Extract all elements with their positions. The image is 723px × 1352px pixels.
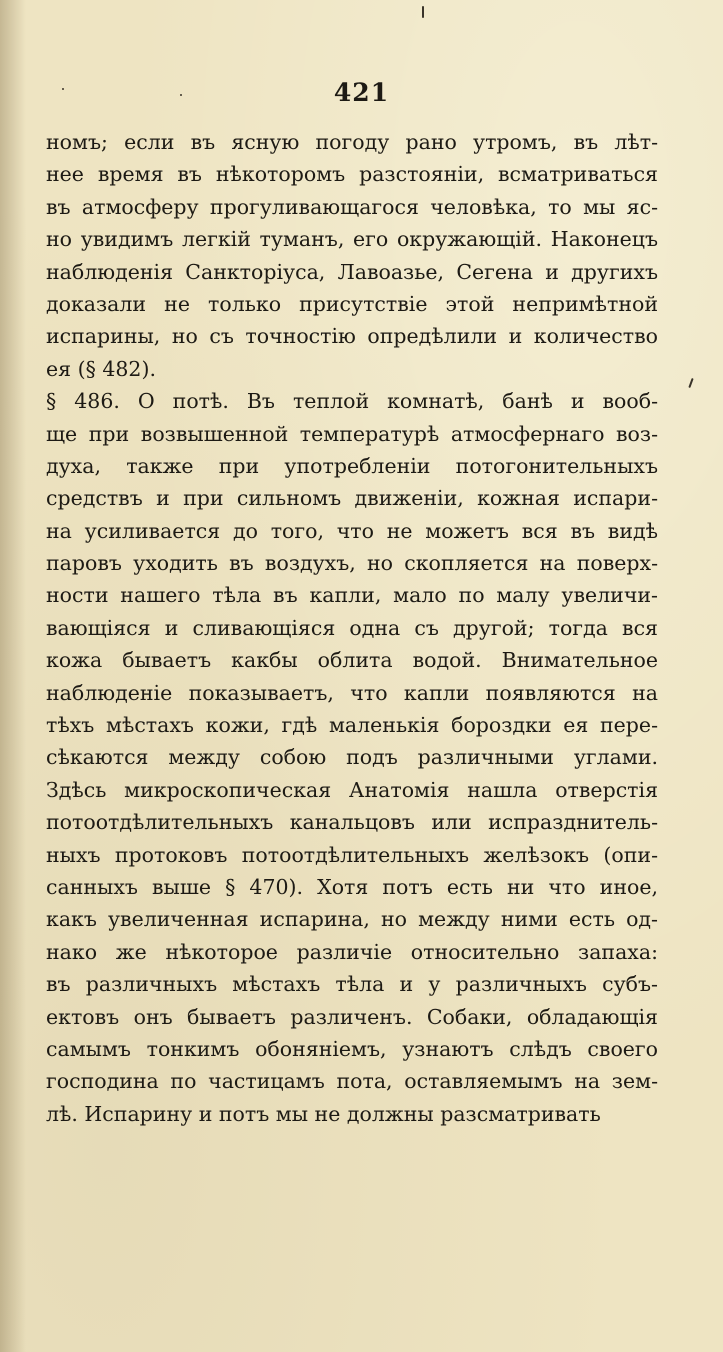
paragraph-start-line: § 486. О потѣ. Въ теплой комнатѣ, банѣ и вооб- bbox=[46, 389, 658, 414]
scan-speck bbox=[422, 6, 424, 18]
text-line: ности нашего тѣла въ капли, мало по малу увеличи- bbox=[46, 583, 658, 608]
text-line: нако же нѣкоторое различіе относительно запаха: bbox=[46, 939, 658, 964]
page-number: 421 bbox=[333, 78, 390, 107]
scan-speck bbox=[62, 88, 64, 90]
text-line: доказали не только присутствіе этой непримѣтной bbox=[46, 291, 658, 316]
binding-shadow bbox=[0, 0, 26, 1352]
text-line: ще при возвышенной температурѣ атмосфернаго воз- bbox=[46, 421, 658, 446]
text-line: наблюденія Санкторіуса, Лавоазье, Сегена и другихъ bbox=[46, 259, 658, 284]
text-line: ныхъ протоковъ потоотдѣлительныхъ желѣзокъ (опи- bbox=[46, 842, 658, 867]
text-line: паровъ уходить въ воздухъ, но скопляется на поверх- bbox=[46, 551, 658, 576]
text-line: Здѣсь микроскопическая Анатомія нашла отверстія bbox=[46, 777, 658, 802]
text-line: господина по частицамъ пота, оставляемымъ на зем- bbox=[46, 1069, 658, 1094]
text-line: санныхъ выше § 470). Хотя потъ есть ни что иное, bbox=[46, 874, 658, 899]
text-line: средствъ и при сильномъ движеніи, кожная испари- bbox=[46, 486, 658, 511]
text-line: какъ увеличенная испарина, но между ними есть од- bbox=[46, 907, 658, 932]
scan-speck bbox=[688, 378, 693, 388]
text-line: ея (§ 482). bbox=[46, 356, 156, 381]
text-line: испарины, но съ точностію опредѣлили и количество bbox=[46, 324, 658, 349]
body-text bbox=[46, 126, 658, 1130]
text-line: въ атмосферу прогуливающагося человѣка, то мы яс- bbox=[46, 194, 658, 219]
text-line: духа, также при употребленіи потогонительныхъ bbox=[46, 453, 658, 478]
text-line: наблюденіе показываетъ, что капли появляются на bbox=[46, 680, 658, 705]
text-line: ектовъ онъ бываетъ различенъ. Собаки, обладающія bbox=[46, 1004, 658, 1029]
text-line: кожа бываетъ какбы облита водой. Внимательное bbox=[46, 648, 658, 673]
text-line: потоотдѣлительныхъ канальцовъ или испразднитель- bbox=[46, 810, 658, 835]
text-line: на усиливается до того, что не можетъ вся въ видѣ bbox=[46, 518, 658, 543]
text-line: лѣ. Испарину и потъ мы не должны разсматривать bbox=[46, 1101, 601, 1126]
text-line: номъ; если въ ясную погоду рано утромъ, въ лѣт- bbox=[46, 130, 658, 154]
text-line: нее время въ нѣкоторомъ разстояніи, всматриваться bbox=[46, 162, 658, 187]
text-line: вающіяся и сливающіяся одна съ другой; тогда вся bbox=[46, 615, 658, 640]
text-line: но увидимъ легкій туманъ, его окружающій. Наконецъ bbox=[46, 227, 658, 252]
text-line: сѣкаются между собою подъ различными углами. bbox=[46, 745, 658, 770]
text-line: въ различныхъ мѣстахъ тѣла и у различныхъ субъ- bbox=[46, 972, 658, 997]
scan-speck bbox=[180, 94, 182, 96]
text-line: самымъ тонкимъ обоняніемъ, узнаютъ слѣдъ своего bbox=[46, 1036, 658, 1061]
text-line: тѣхъ мѣстахъ кожи, гдѣ маленькія бороздки ея пере- bbox=[46, 713, 658, 738]
